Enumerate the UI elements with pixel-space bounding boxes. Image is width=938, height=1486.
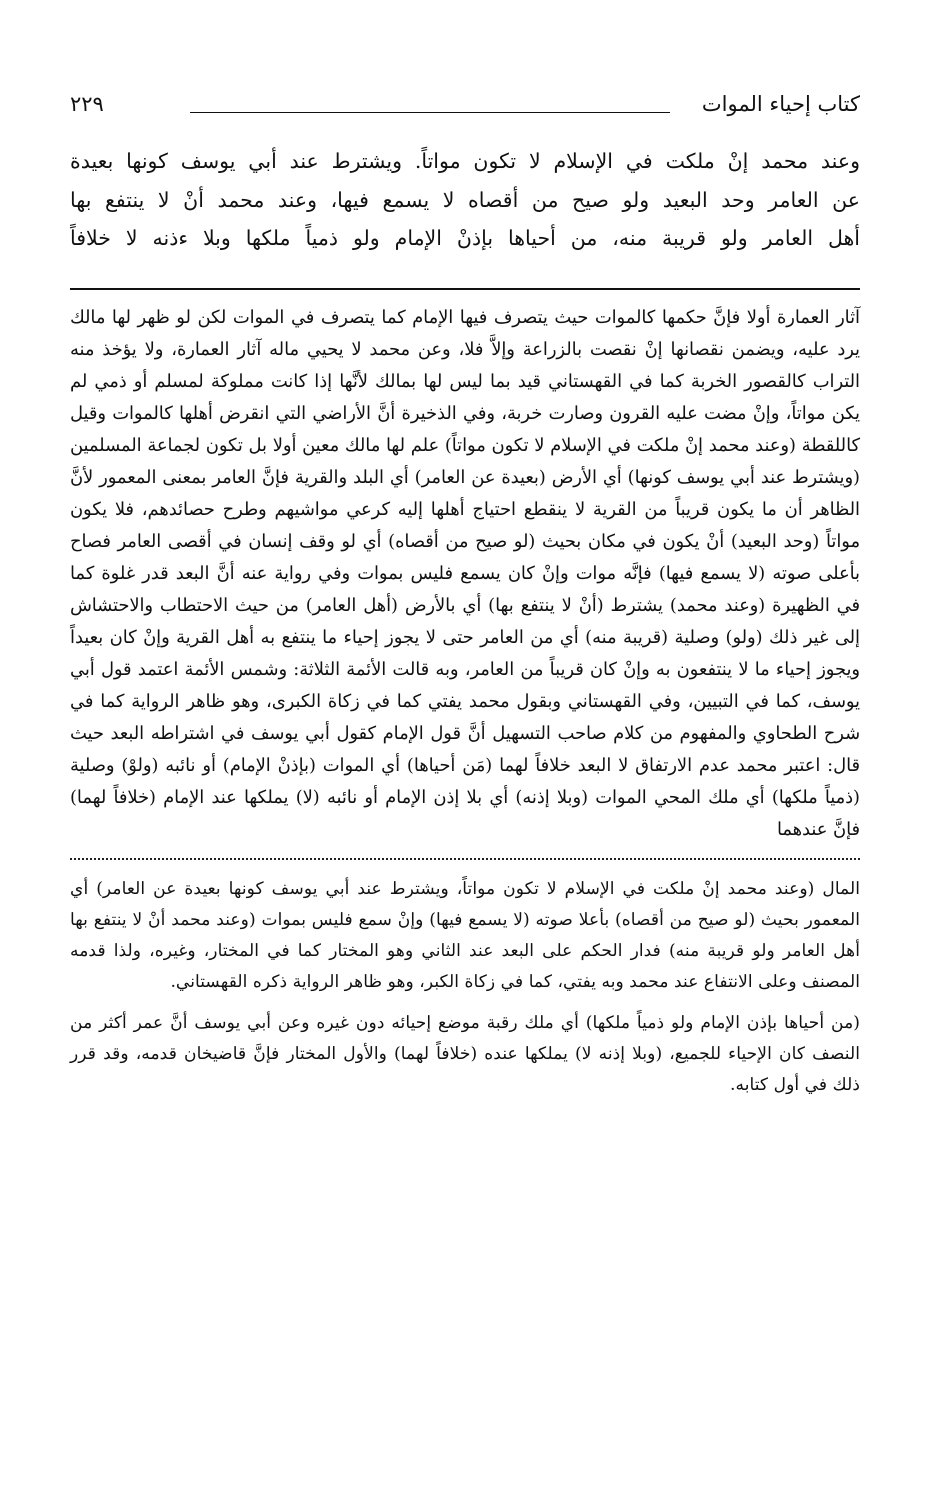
commentary-text: آثار العمارة أولا فإنَّ حكمها كالموات حيث يتصرف فيها الإمام كما يتصرف في الموات لكن لو ظهر لها مالك يرد عليه، ويضمن نقصانها إنْ نقصت بالزراعة وإلاَّ فلا، وعن محمد لا يحيي ماله آثار العمارة، ولا يؤخذ منه التراب كالقصور الخربة كما في القهستاني قيد بما ليس لها بمالك لأنَّها إذا كانت مملوكة لمسلم أو ذمي لم يكن مواتاً، وإنْ مضت عليه القرون وصارت خربة، وفي الذخيرة أنَّ الأراضي التي انقرض أهلها كالموات وقيل كاللقطة (وعند محمد إنْ ملكت في الإسلام لا تكون مواتاً) علم لها مالك معين أولا بل تكون لجماعة المسلمين (ويشترط عند أبي يوسف كونها) أي الأرض (بعيدة عن العامر) أي البلد والقرية فإنَّ العامر بمعنى المعمور لأنَّ الظاهر أن ما يكون قريباً من القرية لا ينقطع احتياج أهلها إليه كرعي مواشيهم وطرح حصائدهم، فلا يكون مواتاً (وحد البعيد) أنْ يكون في مكان بحيث (لو صيح من أقصاه) أي لو وقف إنسان في أقصى العامر فصاح بأعلى صوته (لا يسمع فيها) فإنَّه موات وإنْ كان يسمع فليس بموات وفي رواية عنه أنَّ البعد قدر غلوة كما في الظهيرة (وعند محمد) يشترط (أنْ لا ينتفع بها) أي بالأرض (أهل العامر) من حيث الاحتطاب والاحتشاش إلى غير ذلك (ولو) وصلية (قريبة منه) أي من العامر حتى لا يجوز إحياء ما ينتفع به أهل القرية وإنْ كان بعيداً ويجوز إحياء ما لا ينتفعون به وإنْ كان قريباً من العامر، وبه قالت الأئمة الثلاثة: وشمس الأئمة اعتمد قول أبي يوسف، كما في التبيين، وفي القهستاني وبقول محمد يفتي كما في زكاة الكبرى، وهو ظاهر الرواية كما في شرح الطحاوي والمفهوم من كلام صاحب التسهيل أنَّ قول الإمام كقول أبي يوسف في اشتراطه البعد حيث قال: اعتبر محمد عدم الارتفاق لا البعد خلافاً لهما (مَن أحياها) أي الموات (بإذنْ الإمام) أو نائبه (ولوْ) وصلية (ذمياً ملكها) أي ملك المحي الموات (وبلا إذنه) أي بلا إذن الإمام أو نائبه (لا) يملكها عند الإمام (خلافاً لهما) فإنَّ عندهما	[70, 306, 860, 840]
main-text-line: أهل العامر ولو قريبة منه، من أحياها بإذنْ الإمام ولو ذمياً ملكها وبلا ءذنه لا خلافاً	[70, 226, 860, 250]
header-rule	[190, 112, 670, 113]
main-text-line: عن العامر وحد البعيد ولو صيح من أقصاه لا يسمع فيها، وعند محمد أنْ لا ينتفع بها	[70, 187, 860, 212]
section-divider	[70, 288, 860, 290]
page	[70, 88, 860, 1101]
page-number: ٢٢٩	[70, 92, 104, 116]
main-text-line: وعند محمد إنْ ملكت في الإسلام لا تكون مواتاً. ويشترط عند أبي يوسف كونها بعيدة	[70, 149, 860, 173]
commentary	[70, 302, 860, 846]
running-title: كتاب إحياء الموات	[701, 92, 860, 116]
notes-paragraph: (من أحياها بإذن الإمام ولو ذمياً ملكها) أي ملك رقبة موضع إحيائه دون غيره وعن أبي يوسف أنَّ عمر أكثر من النصف كان الإحياء للجميع، (وبلا إذنه لا) يملكها عنده (خلافاً لهما) والأول المختار فإنَّ قاضيخان قدمه، وقد قرر ذلك في أول كتابه.	[70, 1012, 860, 1095]
main-text	[70, 142, 860, 258]
page-header	[70, 88, 860, 124]
dotted-divider	[70, 858, 860, 860]
notes-paragraph: المال (وعند محمد إنْ ملكت في الإسلام لا تكون مواتاً، ويشترط عند أبي يوسف كونها بعيدة عن العامر) أي المعمور بحيث (لو صيح من أقصاه) بأعلا صوته (لا يسمع فيها) وإنْ سمع فليس بموات (وعند محمد أنْ لا ينتفع بها أهل العامر ولو قريبة منه) فدار الحكم على البعد عند الثاني وهو المختار كما في المختار، وغيره، ولذا قدمه المصنف وعلى الانتفاع عند محمد وبه يفتي، كما في زكاة الكبر، وهو ظاهر الرواية ذكره القهستاني.	[70, 878, 860, 992]
notes	[70, 874, 860, 1101]
